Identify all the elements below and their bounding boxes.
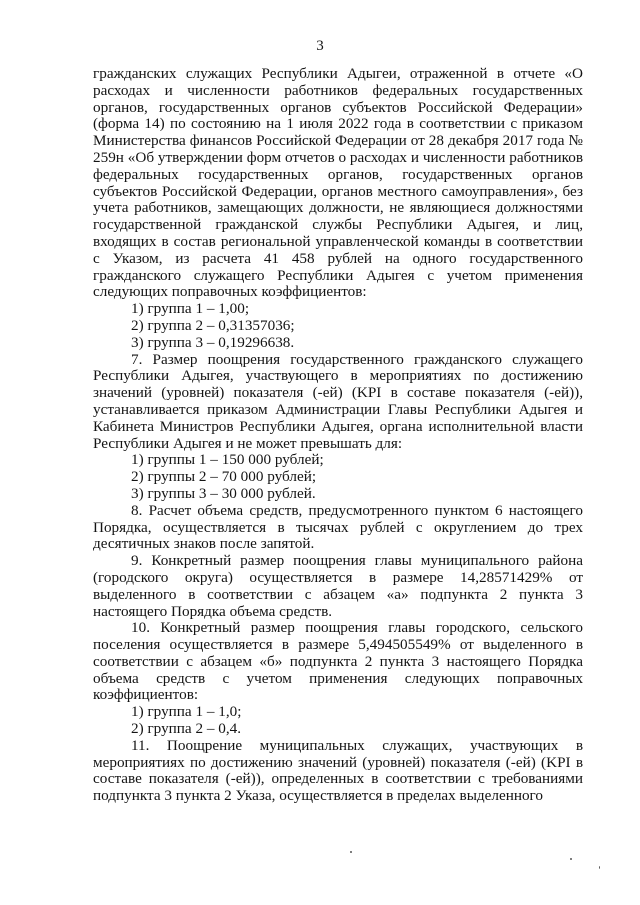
paragraph-11: 11. Поощрение муниципальных служащих, участвующих в мероприятиях по достижению значений (уровней) показателя (-ей) (KPI в составе показателя (-ей)), определенных в соответствии с требованиями подпункта 3 пункта 2 Указа, осуществляется в пределах выделенного — [93, 736, 583, 805]
paragraph-7: 7. Размер поощрения государственного гражданского служащего Республики Адыгея, участвующего в мероприятиях по достижению значений (уровней) показателя (-ей) (KPI в составе показателя (-ей)), устанавливается приказом Администрации Главы Республики Адыгея и Кабинета Министров Республики Адыгея, органа исполнительной власти Республики Адыгея и не может превышать для: — [93, 350, 583, 452]
limit-item-1: 1) группы 1 – 150 000 рублей; — [131, 451, 324, 469]
scan-speck — [350, 851, 352, 853]
paragraph-intro: гражданских служащих Республики Адыгеи, отраженной в отчете «О расходах и численности работников федеральных государственных органов, государственных органов субъектов Российской Федерации» (форма 14) по состоянию на 1 июля 2022 года в соответствии с приказом Министерства финансов Российской Федерации от 28 декабря 2017 года № 259н «Об утверждении форм отчетов о расходах и численности работников федеральных государственных органов, государственных органов субъектов Российской Федерации, органов местного самоуправления», без учета работников, замещающих должности, не являющиеся должностями государственной гражданской службы Республики Адыгея, и лиц, входящих в состав региональной управленческой команды в соответствии с Указом, из расчета 41 458 рублей на одного государственного гражданского служащего Республики Адыгея с учетом применения следующих поправочных коэффициентов: — [93, 65, 583, 301]
document-body — [93, 66, 583, 805]
coefficient-item-3: 3) группа 3 – 0,19296638. — [131, 333, 295, 351]
paragraph-8: 8. Расчет объема средств, предусмотренного пунктом 6 настоящего Порядка, осуществляется в тысячах рублей с округлением до трех десятичных знаков после запятой. — [93, 501, 583, 553]
settlement-coefficient-item-2: 2) группа 2 – 0,4. — [131, 720, 242, 738]
settlement-coefficient-item-1: 1) группа 1 – 1,0; — [131, 703, 242, 721]
coefficient-item-2: 2) группа 2 – 0,31357036; — [131, 316, 295, 334]
scan-speck — [570, 858, 572, 860]
scan-speck — [599, 866, 600, 869]
coefficient-item-1: 1) группа 1 – 1,00; — [131, 300, 250, 318]
page-number: 3 — [316, 38, 324, 54]
paragraph-9: 9. Конкретный размер поощрения главы муниципального района (городского округа) осуществляется в размере 14,28571429% от выделенного в соответствии с абзацем «а» подпункта 2 пункта 3 настоящего Порядка объема средств. — [93, 552, 583, 620]
limit-item-3: 3) группы 3 – 30 000 рублей. — [131, 484, 316, 502]
paragraph-10: 10. Конкретный размер поощрения главы городского, сельского поселения осуществляется в размере 5,494505549% от выделенного в соответствии с абзацем «б» подпункта 2 пункта 3 настоящего Порядка объема средств с учетом применения следующих поправочных коэффициентов: — [93, 619, 583, 704]
limit-item-2: 2) группы 2 – 70 000 рублей; — [131, 468, 317, 486]
